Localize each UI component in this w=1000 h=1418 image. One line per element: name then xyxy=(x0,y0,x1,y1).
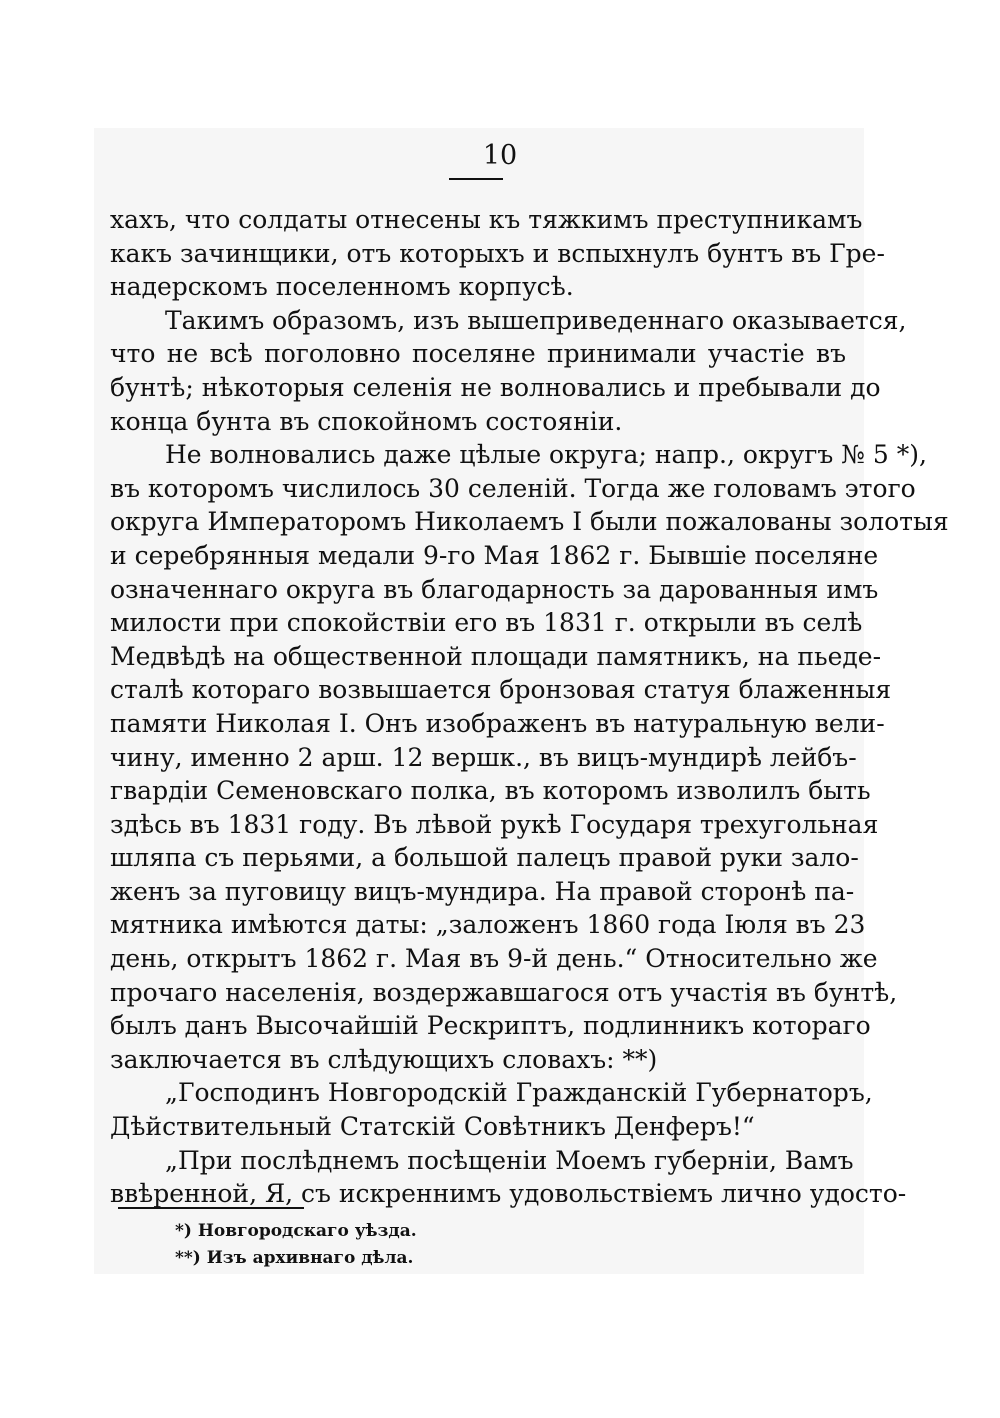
paragraph-continuation xyxy=(110,203,885,304)
text-line: надерскомъ поселенномъ корпусѣ. xyxy=(110,272,574,302)
rescript-salutation xyxy=(110,1076,873,1143)
footnote: *) Новгородскаго уѣзда. xyxy=(175,1221,417,1241)
rescript-body xyxy=(110,1144,907,1211)
text-line: былъ данъ Высочайшій Рескриптъ, подлинникъ котораго xyxy=(110,1011,871,1041)
paragraph xyxy=(110,438,949,1076)
text-line: какъ зачинщики, отъ которыхъ и вспыхнулъ бунтъ въ Гре- xyxy=(110,238,885,268)
text-line: Такимъ образомъ, изъ вышеприведеннаго оказывается, xyxy=(165,305,907,335)
text-line: мятника имѣются даты: „заложенъ 1860 года Іюля въ 23 xyxy=(110,910,866,940)
text-line: „При послѣднемъ посѣщеніи Моемъ губерніи, Вамъ xyxy=(165,1145,854,1175)
text-line: округа Императоромъ Николаемъ I были пожалованы золотыя xyxy=(110,507,949,537)
text-line: Медвѣдѣ на общественной площади памятникъ, на пьеде- xyxy=(110,641,882,671)
text-line: здѣсь въ 1831 году. Въ лѣвой рукѣ Государя трехугольная xyxy=(110,809,879,839)
text-line: Не волновались даже цѣлые округа; напр., округъ № 5 *), xyxy=(165,440,927,470)
text-line: сталѣ котораго возвышается бронзовая статуя блаженныя xyxy=(110,675,892,705)
paragraph xyxy=(110,304,907,438)
text-line: бунтѣ; нѣкоторыя селенія не волновались и пребывали до xyxy=(110,372,881,402)
text-line: женъ за пуговицу вицъ-мундира. На правой сторонѣ па- xyxy=(110,876,855,906)
footnote-separator xyxy=(118,1207,304,1209)
text-line: чину, именно 2 арш. 12 вершк., въ вицъ-мундирѣ лейбъ- xyxy=(110,742,857,772)
text-line: заключается въ слѣдующихъ словахъ: **) xyxy=(110,1044,658,1074)
text-line: въ которомъ числилось 30 селеній. Тогда же головамъ этого xyxy=(110,473,916,503)
text-line: означеннаго округа въ благодарность за дарованныя имъ xyxy=(110,574,879,604)
page-number-underline xyxy=(449,178,503,180)
body-text xyxy=(110,203,949,1211)
text-line: прочаго населенія, воздержавшагося отъ участія въ бунтѣ, xyxy=(110,977,898,1007)
text-line: ввѣренной, Я, съ искреннимъ удовольствіемъ лично удосто- xyxy=(110,1179,907,1209)
text-line: хахъ, что солдаты отнесены къ тяжкимъ преступникамъ xyxy=(110,205,863,234)
text-line: шляпа съ перьями, а большой палецъ правой руки зало- xyxy=(110,843,859,873)
text-line: и серебрянныя медали 9-го Мая 1862 г. Бывшіе поселяне xyxy=(110,540,879,570)
text-line: что не всѣ поголовно поселяне принимали участіе въ xyxy=(110,339,846,369)
footnote: **) Изъ архивнаго дѣла. xyxy=(175,1248,414,1268)
text-line: гвардіи Семеновскаго полка, въ которомъ изволилъ быть xyxy=(110,776,871,806)
text-line: Дѣйствительный Статскій Совѣтникъ Денферъ!“ xyxy=(110,1112,755,1142)
footnotes xyxy=(175,1218,417,1272)
text-line: конца бунта въ спокойномъ состояніи. xyxy=(110,406,623,436)
text-line: памяти Николая I. Онъ изображенъ въ натуральную вели- xyxy=(110,708,885,738)
text-line: „Господинъ Новгородскій Гражданскій Губернаторъ, xyxy=(165,1078,873,1108)
text-line: милости при спокойствіи его въ 1831 г. открыли въ селѣ xyxy=(110,608,863,638)
text-line: день, открытъ 1862 г. Мая въ 9-й день.“ Относительно же xyxy=(110,944,878,974)
page-number: 10 xyxy=(482,140,518,171)
